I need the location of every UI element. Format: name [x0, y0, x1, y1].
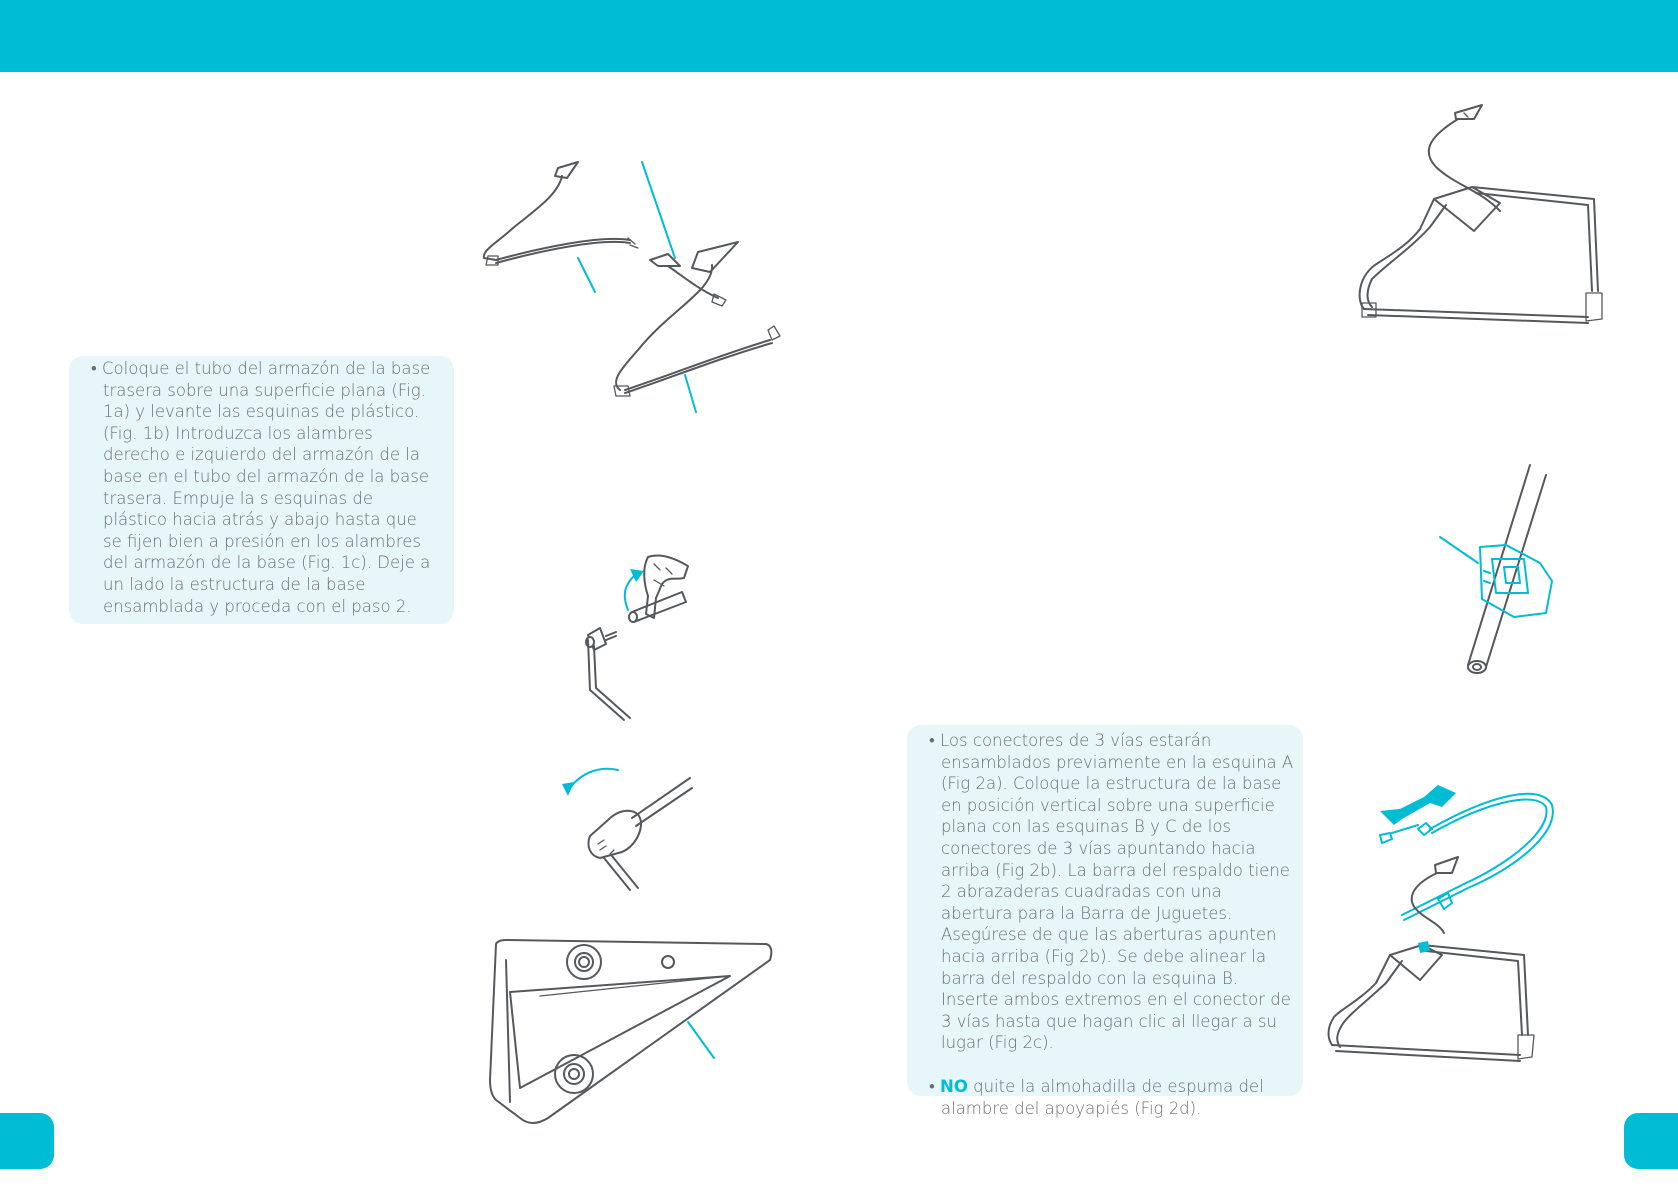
backrest-bar-insert-illustration: [1320, 785, 1640, 1065]
step2-warning: • NO quite la almohadilla de espuma del alambre del apoyapiés (Fig 2d).: [929, 1076, 1264, 1118]
step1-instructions: [69, 356, 454, 624]
step1-bullet: • Coloque el tubo del armazón de la base trasera sobre una superficie plana (Fig. 1a) y levante las esquinas de plástico. (Fig. 1b) Introduzca los alambres derecho e izquierdo del armazón de la base en el tubo del armazón de la base trasera. Empuje la s esquinas de plástico hacia atrás y abajo hasta que se fijen bien a presión en los alambres del armazón de la base (Fig. 1c). Deje a un lado la estructura de la base ensamblada y proceda con el paso 2.: [91, 359, 431, 616]
step2-bullet: • Los conectores de 3 vías estarán ensamblados previamente en la esquina A (Fig 2a). Coloque la estructura de la base en posición vertical sobre una superficie plana con las esquinas B y C de los conectores de 3 vías apuntando hacia arriba (Fig 2b). La barra del respaldo tiene 2 abrazaderas cuadradas con una abertura para la Barra de Juguetes. Asegúrese de que las aberturas apunten hacia arriba (Fig 2b). Se debe alinear la barra del respaldo con la esquina B. Inserte ambos extremos en el conector de 3 vías hasta que hagan clic al llegar a su lugar (Fig 2c).: [929, 731, 1294, 1053]
step1-text: Coloque el tubo del armazón de la base trasera sobre una superficie plana (Fig. 1a) y levante las esquinas de plástico. (Fig. 1b) Introduzca los alambres derecho e izquierdo del armazón de la base en el tubo del armazón de la base trasera. Empuje la s esquinas de plástico hacia atrás y abajo hasta que se fijen bien a presión en los alambres del armazón de la base (Fig. 1c). Deje a un lado la estructura de la base ensamblada y proceda con el paso 2.: [102, 359, 431, 616]
warning-emphasis: NO: [940, 1076, 968, 1096]
plastic-corner-closeup-illustration: [480, 930, 780, 1130]
square-clamp-illustration: [1420, 455, 1570, 675]
top-banner: [0, 0, 1678, 72]
page-tab-right: [1624, 1113, 1678, 1169]
frame-assembly-illustration: [470, 150, 800, 420]
base-frame-upright-illustration: [1350, 95, 1610, 340]
step2-text: Los conectores de 3 vías estarán ensamblados previamente en la esquina A (Fig 2a). Coloque la estructura de la base en posición vertical sobre una superficie plana con las esquinas B y C de los conectores de 3 vías apuntando hacia arriba (Fig 2b). La barra del respaldo tiene 2 abrazaderas cuadradas con una abertura para la Barra de Juguetes. Asegúrese de que las aberturas apunten hacia arriba (Fig 2b). Se debe alinear la barra del respaldo con la esquina B. Inserte ambos extremos en el conector de 3 vías hasta que hagan clic al llegar a su lugar (Fig 2c).: [940, 731, 1294, 1053]
page-tab-left: [0, 1113, 54, 1169]
warning-text: quite la almohadilla de espuma del alambre del apoyapiés (Fig 2d).: [941, 1076, 1264, 1118]
corner-press-illustration: [540, 760, 710, 900]
corner-rotate-illustration: [550, 540, 710, 730]
step2-instructions: [907, 725, 1303, 1118]
